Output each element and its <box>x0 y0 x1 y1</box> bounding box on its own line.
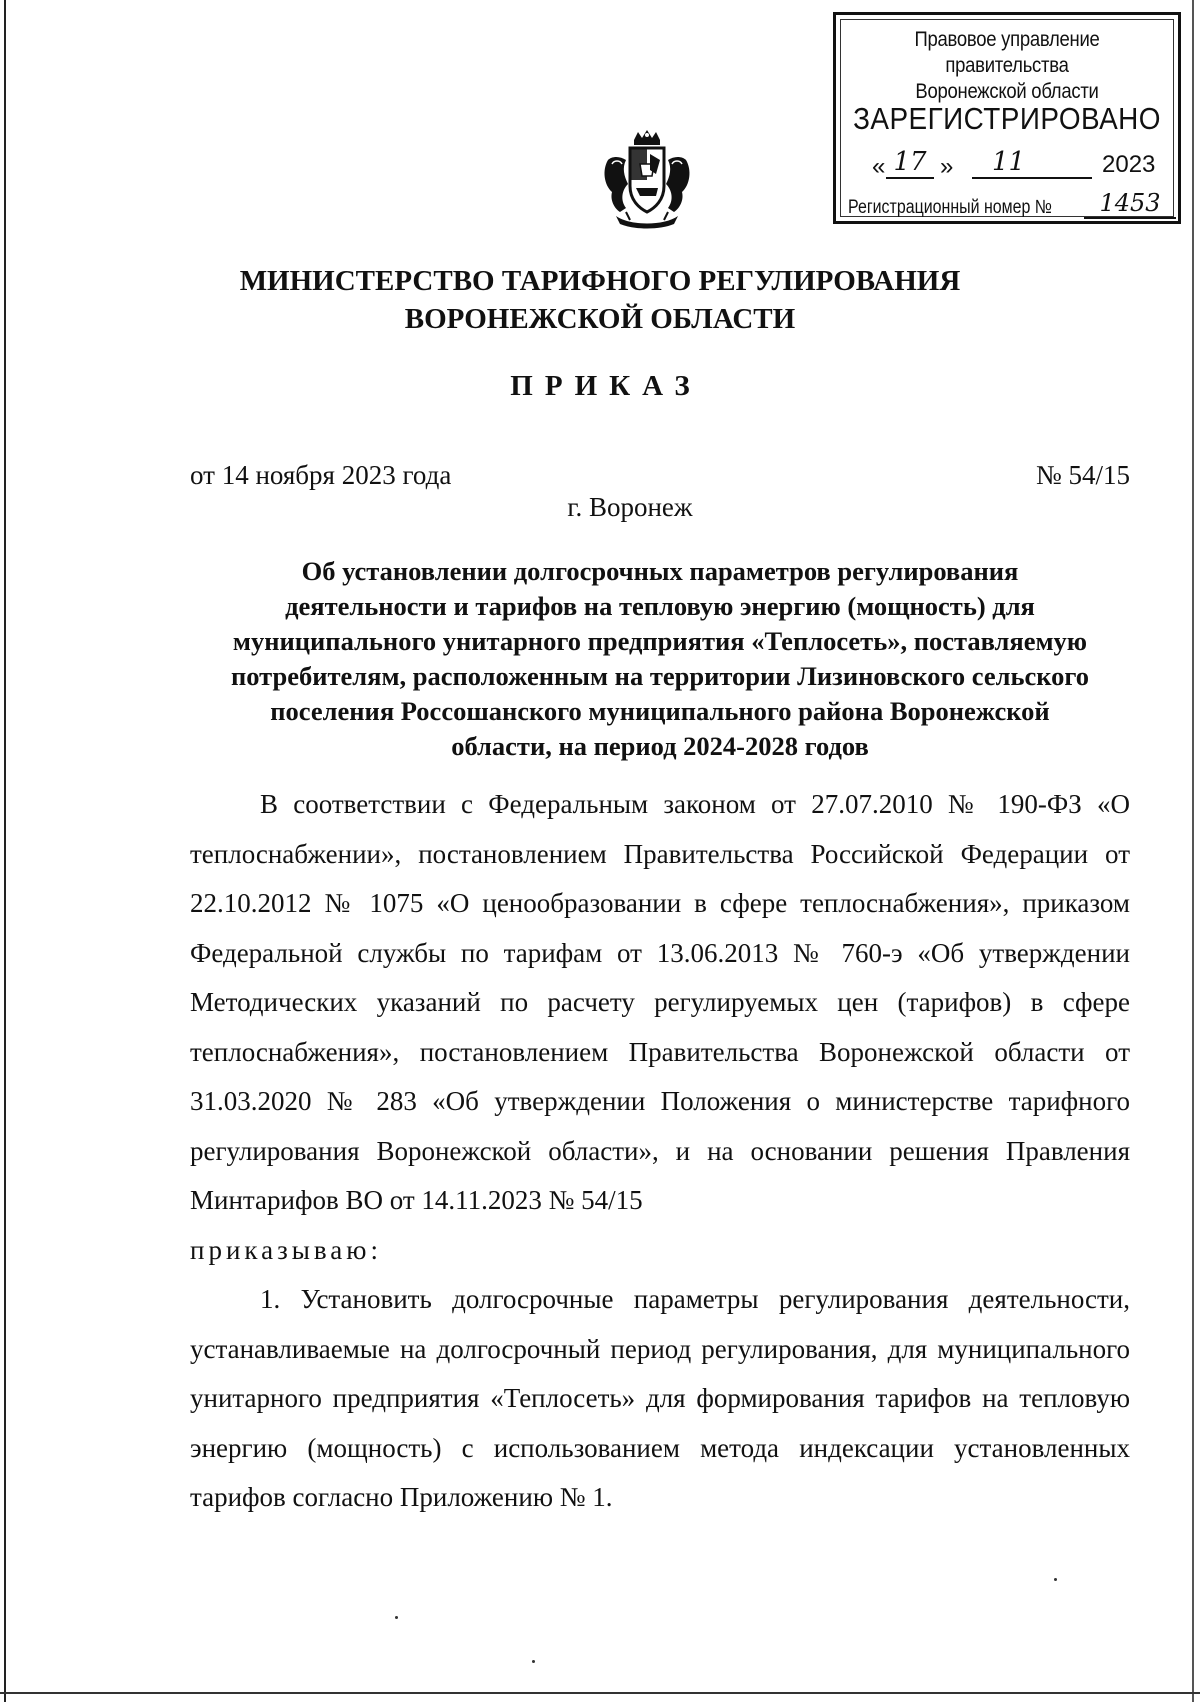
subject-line: потребителям, расположенным на территории Лизиновского сельского <box>230 661 1090 691</box>
document-subject <box>190 554 1130 764</box>
document-date: от 14 ноября 2023 года <box>190 460 452 490</box>
stamp-date <box>872 147 1156 185</box>
scan-speck <box>395 1616 398 1619</box>
stamp-date-year: 2023 <box>1102 151 1156 178</box>
document-body <box>190 780 1130 1523</box>
preamble-paragraph: В соответствии с Федеральным законом от 27.07.2010 № 190-ФЗ «О теплоснабжении», постановлением Правительства Российской Федерации от 22.10.2012 № 1075 «О ценообразовании в сфере теплоснабжения», приказом Федеральной службы по тарифам от 13.06.2013 № 760-э «Об утверждении Методических указаний по расчету регулируемых цен (тарифов) в сфере теплоснабжения», постановлением Правительства Воронежской области от 31.03.2020 № 283 «Об утверждении Положения о министерстве тарифного регулирования Воронежской области», и на основании решения Правления Минтарифов ВО от 14.11.2023 № 54/15 <box>190 789 1130 1215</box>
subject-line: области, на период 2024-2028 годов <box>451 731 869 761</box>
decree-word: приказываю: <box>190 1234 382 1265</box>
stamp-regno-label: Регистрационный номер № <box>848 197 1052 218</box>
stamp-org-line: Правовое управление правительства <box>914 28 1100 77</box>
stamp-org-line: Воронежской области <box>915 80 1099 103</box>
page-edge <box>1192 0 1194 1702</box>
stamp-registration-number <box>848 189 1168 221</box>
stamp-date-month: 11 <box>972 147 1092 179</box>
ministry-title <box>0 262 1200 338</box>
stamp-date-open-quote: « <box>872 153 886 180</box>
scan-speck <box>532 1660 535 1663</box>
subject-line: поселения Россошанского муниципального района Воронежской <box>270 696 1050 726</box>
subject-line: муниципального унитарного предприятия «Теплосеть», поставляемую <box>232 626 1088 656</box>
document-city: г. Воронеж <box>567 492 693 522</box>
document-type: ПРИКАЗ <box>510 370 702 402</box>
page-edge <box>0 1692 1200 1694</box>
stamp-registered-label: ЗАРЕГИСТРИРОВАНО <box>853 101 1161 136</box>
coat-of-arms-icon <box>600 130 694 230</box>
ministry-title-line: ВОРОНЕЖСКОЙ ОБЛАСТИ <box>404 303 796 335</box>
ministry-title-line: МИНИСТЕРСТВО ТАРИФНОГО РЕГУЛИРОВАНИЯ <box>239 265 961 297</box>
stamp-date-close-quote: » <box>940 153 954 180</box>
item-1-paragraph: 1. Установить долгосрочные параметры регулирования деятельности, устанавливаемые на долгосрочный период регулирования, для муниципального унитарного предприятия «Теплосеть» для формирования тарифов на тепловую энергию (мощность) с использованием метода индексации установленных тарифов согласно Приложению № 1. <box>190 1284 1130 1512</box>
subject-line: деятельности и тарифов на тепловую энергию (мощность) для <box>285 591 1035 621</box>
stamp-regno-value: 1453 <box>1084 189 1176 219</box>
document-number: № 54/15 <box>1035 460 1130 490</box>
subject-line: Об установлении долгосрочных параметров регулирования <box>301 556 1019 586</box>
stamp-date-day: 17 <box>886 147 934 179</box>
page-edge <box>4 0 6 1702</box>
scan-speck <box>1054 1578 1057 1581</box>
registration-stamp <box>833 12 1181 224</box>
stamp-organization <box>857 27 1158 105</box>
